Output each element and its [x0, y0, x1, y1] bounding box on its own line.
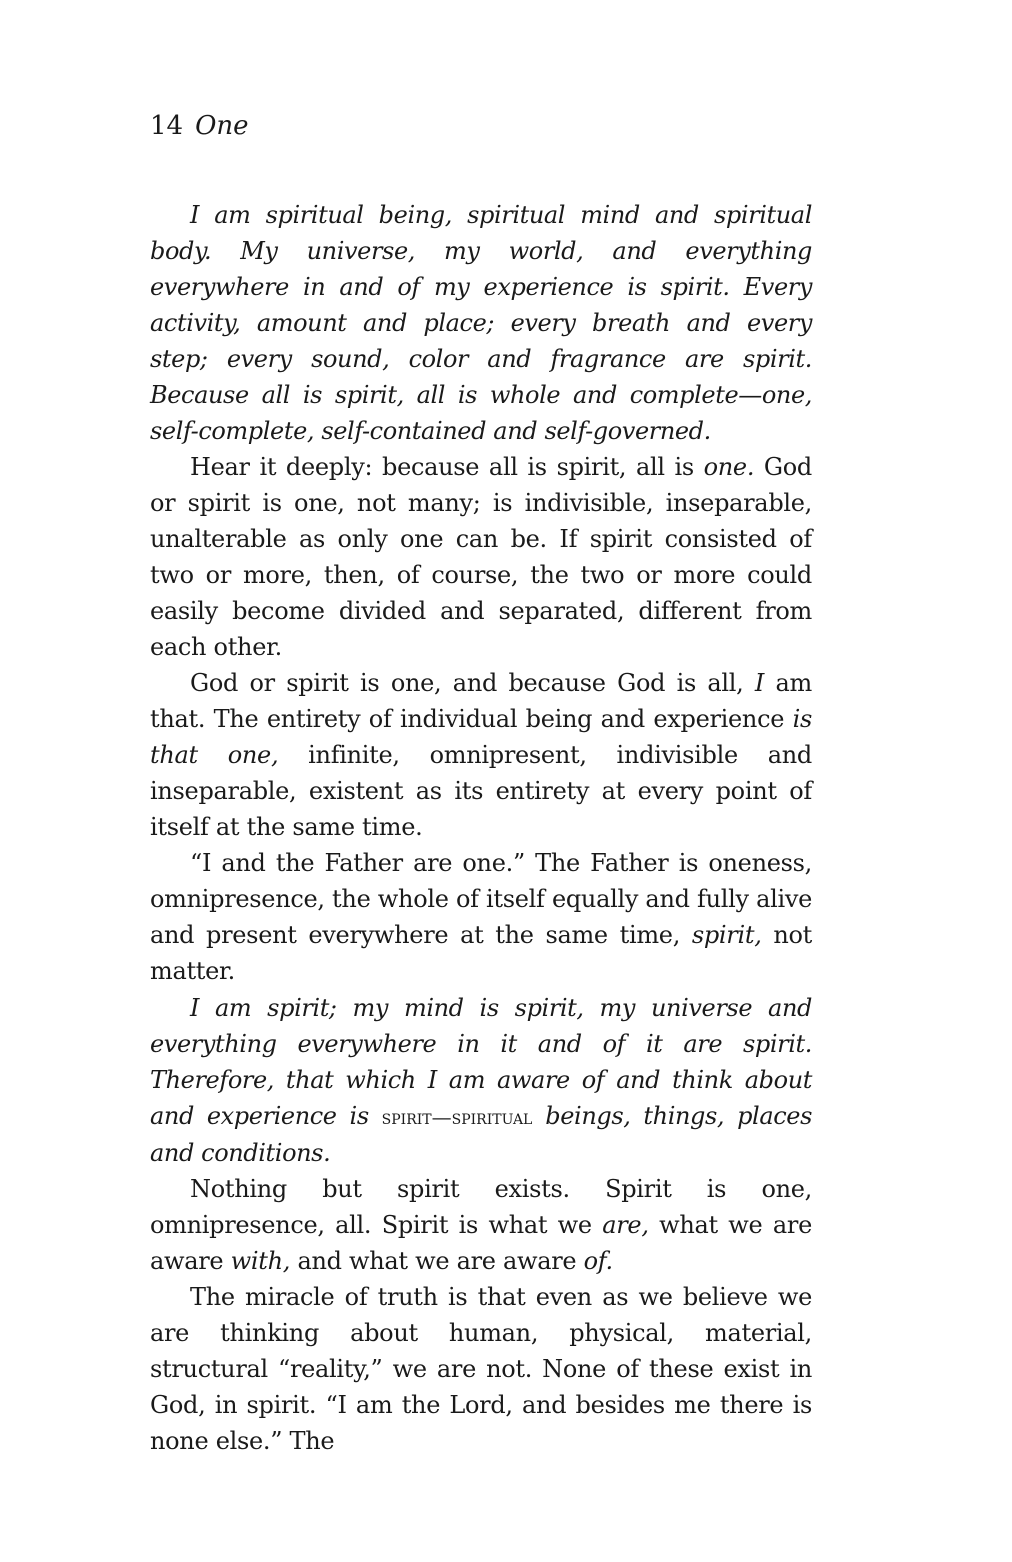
text-span: Hear it deeply: because all is spirit, all is [190, 453, 704, 481]
emphasis: are, [602, 1211, 649, 1239]
text-span: not matter. [150, 921, 812, 985]
emphasis: one. [703, 453, 755, 481]
text-span: am that. The entirety of individual being and experience [150, 669, 812, 733]
text-span: “I and the Father are one.” The Father is oneness, omnipresence, the whole of itself equally and fully alive and present everywhere at the same time, [150, 849, 812, 949]
emphasis: with, [230, 1247, 291, 1275]
page-number: 14 [150, 111, 184, 141]
emphasis: is that one, [150, 705, 812, 769]
body-paragraph-5: The miracle of truth is that even as we believe we are thinking about human, physical, material, structural “reality,” we are not. None of these exist in God, in spirit. “I am the Lord, and besides me there is none else.” The [150, 1283, 812, 1455]
affirmation-paragraph: I am spiritual being, spiritual mind and spiritual body. My universe, my world, and everything everywhere in and of my experience is spirit. Every activity, amount and place; every breath and every step; every sound, color and fragrance are spirit. Because all is spirit, all is whole and complete—one, self-complete, self-contained and self-governed. [150, 201, 812, 445]
small-caps-text: spirit—spiritual [381, 1105, 533, 1129]
emphasis: I [754, 669, 765, 697]
affirmation-block-1 [150, 197, 812, 449]
body-paragraph-2 [150, 665, 812, 845]
body-text-block-2 [150, 1171, 812, 1459]
body-paragraph-3 [150, 845, 812, 989]
body-text-block-1 [150, 449, 812, 989]
body-paragraph-1 [150, 449, 812, 665]
text-span: what we are aware [150, 1211, 812, 1275]
text-span: God or spirit is one, and because God is all, [190, 669, 755, 697]
affirmation-paragraph [150, 990, 812, 1171]
emphasis: of. [583, 1247, 613, 1275]
book-page [150, 0, 812, 1562]
emphasis: spirit, [691, 921, 762, 949]
body-paragraph-4 [150, 1171, 812, 1279]
chapter-title: One [195, 111, 249, 141]
affirmation-block-2 [150, 990, 812, 1171]
text-span: and what we are aware [290, 1247, 584, 1275]
text-span: I am spirit; my mind is spirit, my universe and everything everywhere in it and of it are spirit. Therefore, that which I am aware of and think about and experience is [150, 994, 812, 1130]
text-span: God or spirit is one, not many; is indivisible, inseparable, unalterable as only one can be. If spirit consisted of two or more, then, of course, the two or more could easily become divided and separated, different from each other. [150, 453, 812, 661]
text-span: beings, things, places and conditions. [150, 1102, 812, 1167]
running-head [150, 108, 249, 144]
text-span: infinite, omnipresent, indivisible and inseparable, existent as its entirety at every point of itself at the same time. [150, 741, 812, 841]
text-span: Nothing but spirit exists. Spirit is one, omnipresence, all. Spirit is what we [150, 1175, 812, 1239]
